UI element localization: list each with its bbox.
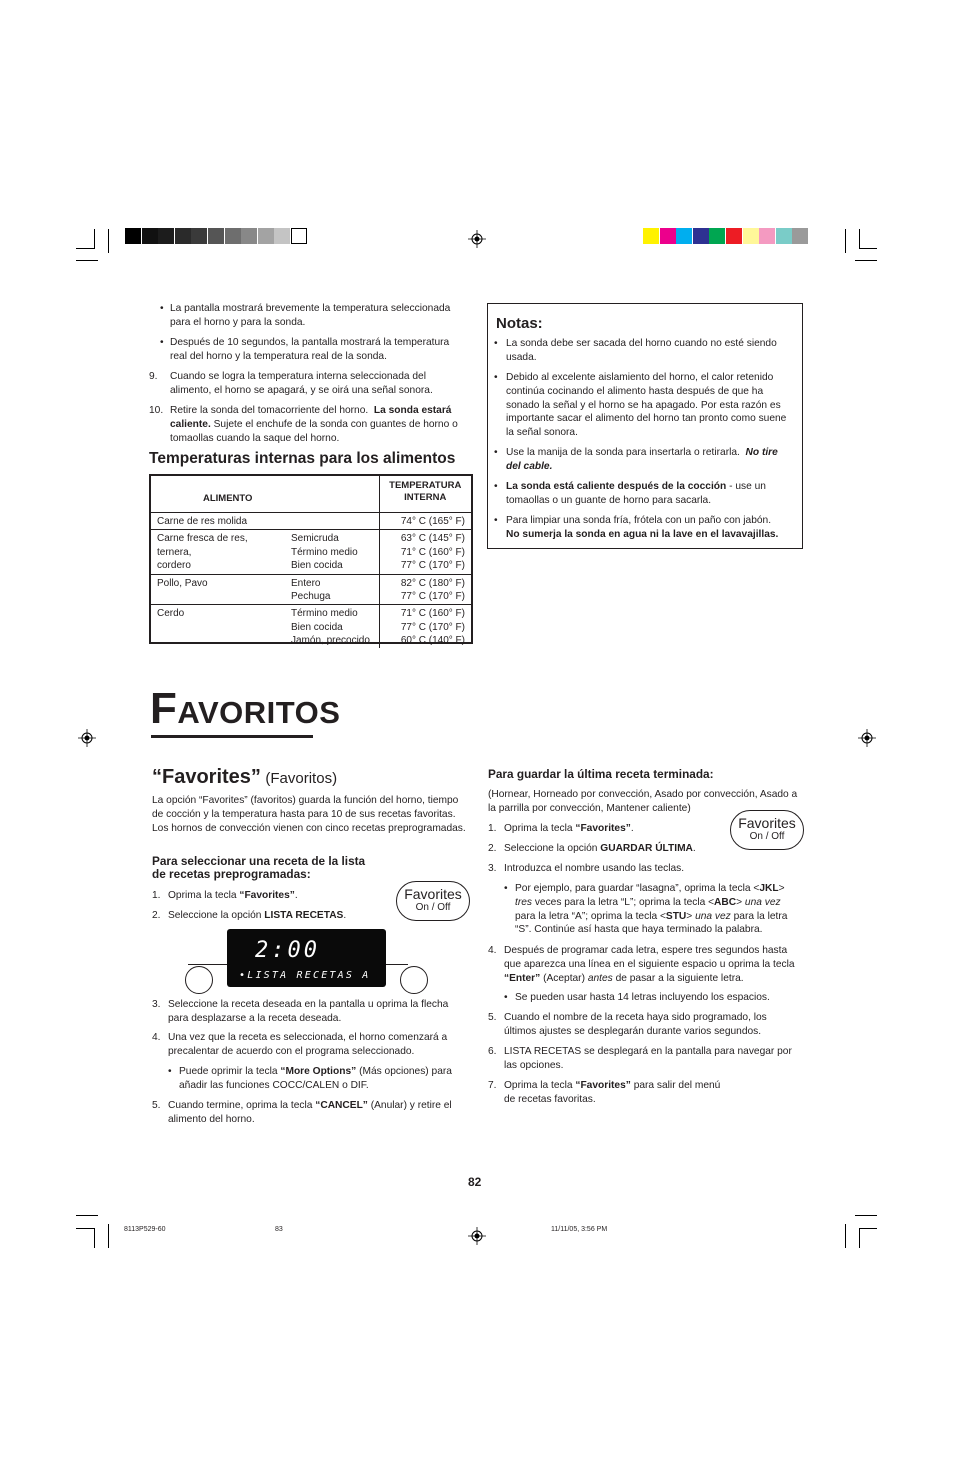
table-row (151, 605, 471, 648)
cut-cell: Semicruda Término medio Bien cocida (291, 533, 358, 572)
color-swatch (142, 228, 158, 244)
color-swatch (759, 228, 775, 244)
registration-mark-icon (858, 729, 876, 747)
table-row (151, 512, 471, 530)
color-swatch (241, 228, 257, 244)
cut-cell (289, 512, 379, 530)
section-title-rule (151, 735, 313, 738)
cut-cell: Término medio Bien cocida Jamón, precocido (291, 608, 370, 647)
cut-cell: Entero Pechuga (291, 577, 331, 603)
notes-box: Notas: • La sonda debe ser sacada del horno cuando no esté siendo usada. • Debido al excelente aislamiento del horno, el calor retenido continúa cocinando el alimento hasta después de que ha sonado la señal y el horno se ha apagado. Por esta razón es importante sacar el alimento del horno tan pronto como suene la señal sonora. • Use la manija de la sonda para insertarla o retirarla. No tire del cable. • La sonda está caliente después de la cocción - use un tomaollas o un guante de horno para sacarla. • Para limpiar una sonda fría, frótela con un paño con jabón. No sumerja la sonda en agua ni la lave en el lavavajillas. (487, 303, 803, 549)
color-swatch (660, 228, 676, 244)
preprogrammed-subheading: Para seleccionar una receta de la lista de recetas preprogramadas: (152, 854, 366, 881)
color-swatch (158, 228, 174, 244)
color-swatch (643, 228, 659, 244)
food-cell: Cerdo (157, 608, 185, 620)
color-swatch (208, 228, 224, 244)
color-swatch (191, 228, 207, 244)
registration-mark-icon (468, 230, 486, 248)
registration-mark-icon (78, 729, 96, 747)
display-right-key[interactable] (400, 966, 428, 994)
display-menu-text: •LISTA RECETAS A (239, 970, 371, 981)
oven-display (227, 929, 386, 987)
color-swatch (776, 228, 792, 244)
temperature-cell: 71° C (160° F) 77° C (170° F) 60° C (140° F) (379, 605, 471, 648)
page-number: 82 (468, 1175, 482, 1189)
color-swatch (125, 228, 141, 244)
color-swatch (726, 228, 742, 244)
footer-page-ref: 83 (275, 1226, 283, 1233)
registration-mark-icon (468, 1227, 486, 1245)
color-swatch (175, 228, 191, 244)
table-heading: Temperaturas internas para los alimentos (149, 450, 456, 467)
color-swatch (709, 228, 725, 244)
footer-job-code: 8113P529-60 (124, 1226, 166, 1233)
color-swatch (258, 228, 274, 244)
table-row (151, 574, 471, 604)
notes-title: Notas: (496, 315, 543, 332)
favorites-heading: “Favorites” (Favoritos) (152, 766, 338, 788)
food-cell: Carne de res molida (157, 515, 248, 527)
display-connector-line (188, 964, 230, 965)
table-row (151, 530, 471, 575)
temperature-cell: 63° C (145° F) 71° C (160° F) 77° C (170° F) (379, 530, 471, 575)
footer-timestamp: 11/11/05, 3:56 PM (551, 1226, 608, 1233)
color-swatch (743, 228, 759, 244)
food-cell: Carne fresca de res, ternera, cordero (157, 533, 248, 572)
column-header-food: ALIMENTO (203, 492, 253, 504)
food-cell: Pollo, Pavo (157, 577, 208, 589)
color-swatch (291, 228, 307, 244)
color-swatch (792, 228, 808, 244)
display-time: 2:00 (255, 938, 320, 963)
column-header-temperature: TEMPERATURA INTERNA (379, 476, 471, 512)
display-connector-line (384, 964, 408, 965)
color-swatch (274, 228, 290, 244)
favorites-on-off-button[interactable]: Favorites On / Off (730, 810, 804, 850)
temperature-cell: 74° C (165° F) (379, 512, 471, 530)
save-recipe-intro: (Hornear, Horneado por convección, Asado por convección, Asado a la parrilla por convección, Mantener caliente) (488, 789, 798, 814)
color-swatch (676, 228, 692, 244)
section-title: FAVORITOS (150, 684, 341, 733)
save-recipe-heading: Para guardar la última receta terminada: (488, 767, 714, 781)
color-swatch (225, 228, 241, 244)
display-left-key[interactable] (185, 966, 213, 994)
favorites-on-off-button[interactable]: Favorites On / Off (396, 881, 470, 921)
temperature-table (149, 474, 473, 647)
color-swatch (693, 228, 709, 244)
temperature-cell: 82° C (180° F) 77° C (170° F) (379, 574, 471, 604)
favorites-intro: La opción “Favorites” (favoritos) guarda la función del horno, tiempo de cocción y la temperatura hasta para 10 de sus recetas favoritas. Los hornos de convección vienen con cinco recetas preprogramadas. (152, 795, 466, 834)
